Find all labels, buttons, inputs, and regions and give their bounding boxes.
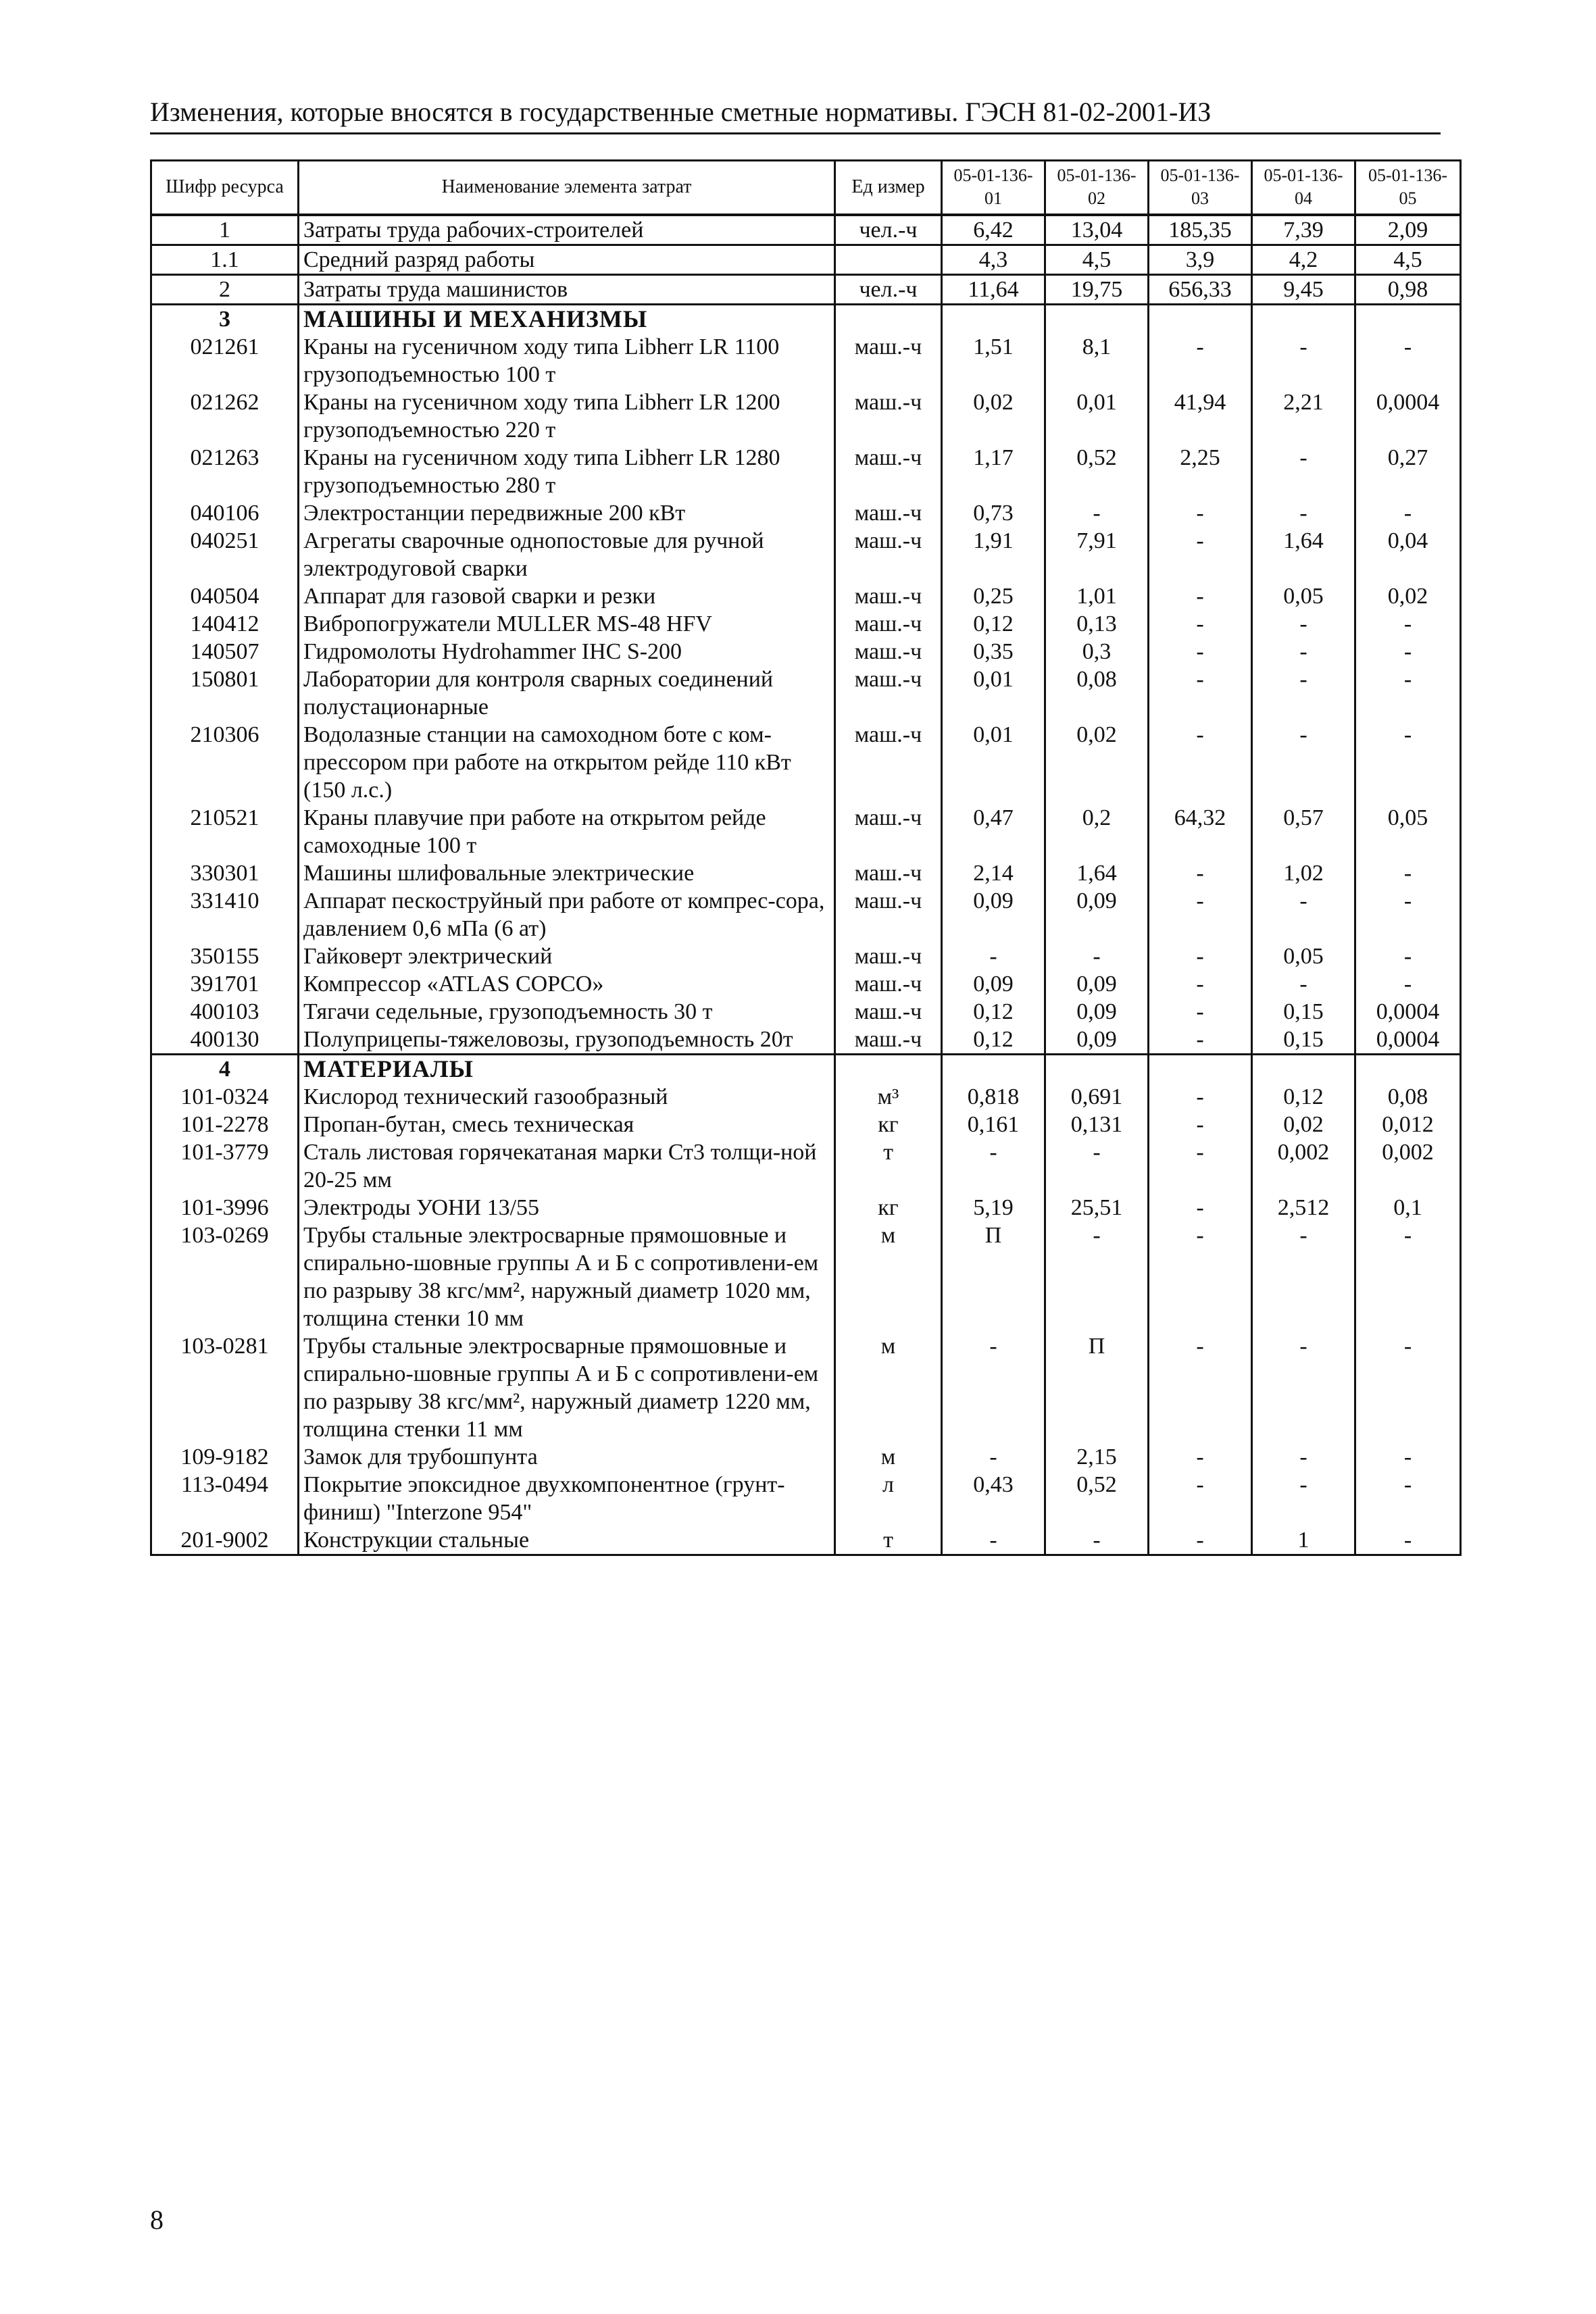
resource-code-cell: 391701: [151, 970, 299, 998]
value-cell-4: -: [1252, 1222, 1355, 1332]
value-cell-2: 0,09: [1045, 970, 1149, 998]
unit-cell: маш.-ч: [835, 444, 942, 499]
unit-cell: кг: [835, 1111, 942, 1138]
table-row: [151, 527, 1461, 582]
resource-code-cell: 021262: [151, 388, 299, 444]
table-row: [151, 998, 1461, 1026]
value-cell-5: -: [1355, 1526, 1461, 1555]
value-cell-1: 2,14: [942, 859, 1045, 887]
resource-code-cell: 140507: [151, 638, 299, 665]
table-row: [151, 887, 1461, 942]
value-cell-2: -: [1045, 1526, 1149, 1555]
value-cell-3: [1149, 304, 1252, 333]
value-cell-5: [1355, 304, 1461, 333]
unit-cell: м: [835, 1222, 942, 1332]
table-row: [151, 942, 1461, 970]
table-row: [151, 1026, 1461, 1055]
resource-name-cell: Конструкции стальные: [299, 1526, 835, 1555]
unit-cell: маш.-ч: [835, 859, 942, 887]
value-cell-2: 0,52: [1045, 444, 1149, 499]
unit-cell: маш.-ч: [835, 333, 942, 388]
value-cell-2: 0,09: [1045, 1026, 1149, 1055]
value-cell-5: 0,002: [1355, 1138, 1461, 1194]
resource-name-cell: Трубы стальные электросварные прямошовные и спирально-шовные группы А и Б с сопротивлени-ем по разрыву 38 кгс/мм², наружный диаметр 1020 мм, толщина стенки 10 мм: [299, 1222, 835, 1332]
resource-code-cell: 4: [151, 1054, 299, 1083]
resource-name-cell: Кислород технический газообразный: [299, 1083, 835, 1111]
resource-code-cell: 400103: [151, 998, 299, 1026]
unit-cell: маш.-ч: [835, 610, 942, 638]
value-cell-2: 0,3: [1045, 638, 1149, 665]
value-cell-4: -: [1252, 887, 1355, 942]
resource-code-cell: 400130: [151, 1026, 299, 1055]
unit-cell: чел.-ч: [835, 215, 942, 245]
value-cell-4: 0,15: [1252, 998, 1355, 1026]
value-cell-3: -: [1149, 998, 1252, 1026]
resource-name-cell: Аппарат для газовой сварки и резки: [299, 582, 835, 610]
value-cell-3: -: [1149, 638, 1252, 665]
value-cell-1: 0,12: [942, 998, 1045, 1026]
value-cell-2: [1045, 1054, 1149, 1083]
value-cell-4: [1252, 1054, 1355, 1083]
value-cell-4: -: [1252, 610, 1355, 638]
col-header-n4: 05-01-136-04: [1252, 161, 1355, 215]
table-row: [151, 333, 1461, 388]
value-cell-5: 0,27: [1355, 444, 1461, 499]
value-cell-5: 0,04: [1355, 527, 1461, 582]
value-cell-1: 0,09: [942, 970, 1045, 998]
col-header-n3: 05-01-136-03: [1149, 161, 1252, 215]
value-cell-4: [1252, 304, 1355, 333]
unit-cell: л: [835, 1471, 942, 1526]
value-cell-2: 1,01: [1045, 582, 1149, 610]
value-cell-3: 185,35: [1149, 215, 1252, 245]
table-row: [151, 610, 1461, 638]
value-cell-4: 0,05: [1252, 582, 1355, 610]
value-cell-5: 4,5: [1355, 245, 1461, 274]
value-cell-4: -: [1252, 665, 1355, 721]
value-cell-1: -: [942, 1443, 1045, 1471]
value-cell-5: -: [1355, 665, 1461, 721]
unit-cell: маш.-ч: [835, 527, 942, 582]
table-row: [151, 215, 1461, 245]
table-row: [151, 970, 1461, 998]
value-cell-2: П: [1045, 1332, 1149, 1443]
table-row: [151, 1194, 1461, 1222]
resource-code-cell: 113-0494: [151, 1471, 299, 1526]
value-cell-3: -: [1149, 1222, 1252, 1332]
unit-cell: маш.-ч: [835, 804, 942, 859]
value-cell-2: 0,2: [1045, 804, 1149, 859]
value-cell-4: -: [1252, 721, 1355, 804]
value-cell-2: 1,64: [1045, 859, 1149, 887]
value-cell-3: -: [1149, 1443, 1252, 1471]
unit-cell: м³: [835, 1083, 942, 1111]
value-cell-5: -: [1355, 942, 1461, 970]
resource-code-cell: 101-3779: [151, 1138, 299, 1194]
unit-cell: маш.-ч: [835, 388, 942, 444]
value-cell-2: [1045, 304, 1149, 333]
table-row: [151, 721, 1461, 804]
resource-code-cell: 101-0324: [151, 1083, 299, 1111]
value-cell-1: -: [942, 1526, 1045, 1555]
value-cell-3: -: [1149, 665, 1252, 721]
value-cell-2: 7,91: [1045, 527, 1149, 582]
resource-name-cell: Аппарат пескоструйный при работе от компрес-сора, давлением 0,6 мПа (6 ат): [299, 887, 835, 942]
value-cell-3: 2,25: [1149, 444, 1252, 499]
table-row: [151, 444, 1461, 499]
value-cell-5: -: [1355, 1471, 1461, 1526]
value-cell-4: 1: [1252, 1526, 1355, 1555]
resource-name-cell: Гидромолоты Hydrohammer IHC S-200: [299, 638, 835, 665]
resource-code-cell: 101-2278: [151, 1111, 299, 1138]
table-row: [151, 245, 1461, 274]
value-cell-2: -: [1045, 1222, 1149, 1332]
value-cell-3: 656,33: [1149, 274, 1252, 304]
unit-cell: маш.-ч: [835, 998, 942, 1026]
table-row: [151, 1111, 1461, 1138]
value-cell-3: -: [1149, 721, 1252, 804]
resource-name-cell: Электростанции передвижные 200 кВт: [299, 499, 835, 527]
unit-cell: маш.-ч: [835, 582, 942, 610]
resource-name-cell: Краны на гусеничном ходу типа Libherr LR 1280 грузоподъемностью 280 т: [299, 444, 835, 499]
resource-code-cell: 2: [151, 274, 299, 304]
unit-cell: маш.-ч: [835, 1026, 942, 1055]
resource-name-cell: Замок для трубошпунта: [299, 1443, 835, 1471]
table-row: [151, 274, 1461, 304]
table-row: [151, 638, 1461, 665]
unit-cell: маш.-ч: [835, 665, 942, 721]
value-cell-2: 0,09: [1045, 887, 1149, 942]
resource-name-cell: Лаборатории для контроля сварных соединений полустационарные: [299, 665, 835, 721]
resource-name-cell: Сталь листовая горячекатаная марки Ст3 толщи-ной 20-25 мм: [299, 1138, 835, 1194]
table-row: [151, 665, 1461, 721]
value-cell-2: 0,08: [1045, 665, 1149, 721]
value-cell-1: 1,17: [942, 444, 1045, 499]
resource-code-cell: 021263: [151, 444, 299, 499]
value-cell-4: -: [1252, 499, 1355, 527]
value-cell-1: 5,19: [942, 1194, 1045, 1222]
resource-code-cell: 021261: [151, 333, 299, 388]
resource-name-cell: Агрегаты сварочные однопостовые для ручной электродуговой сварки: [299, 527, 835, 582]
col-header-name: Наименование элемента затрат: [299, 161, 835, 215]
resource-name-cell: Тягачи седельные, грузоподъемность 30 т: [299, 998, 835, 1026]
value-cell-5: [1355, 1054, 1461, 1083]
value-cell-4: 0,05: [1252, 942, 1355, 970]
resource-name-cell: Электроды УОНИ 13/55: [299, 1194, 835, 1222]
resource-name-cell: Машины шлифовальные электрические: [299, 859, 835, 887]
value-cell-3: -: [1149, 1471, 1252, 1526]
table-row: [151, 1443, 1461, 1471]
table-row: [151, 859, 1461, 887]
value-cell-5: 0,0004: [1355, 998, 1461, 1026]
value-cell-5: 0,1: [1355, 1194, 1461, 1222]
value-cell-4: 0,02: [1252, 1111, 1355, 1138]
value-cell-2: -: [1045, 499, 1149, 527]
value-cell-4: -: [1252, 444, 1355, 499]
value-cell-5: 0,02: [1355, 582, 1461, 610]
unit-cell: [835, 304, 942, 333]
value-cell-1: 4,3: [942, 245, 1045, 274]
resource-code-cell: 040504: [151, 582, 299, 610]
value-cell-5: -: [1355, 1222, 1461, 1332]
resource-name-cell: Пропан-бутан, смесь техническая: [299, 1111, 835, 1138]
value-cell-3: -: [1149, 859, 1252, 887]
value-cell-2: -: [1045, 1138, 1149, 1194]
unit-cell: [835, 1054, 942, 1083]
unit-cell: м: [835, 1332, 942, 1443]
unit-cell: маш.-ч: [835, 721, 942, 804]
unit-cell: маш.-ч: [835, 638, 942, 665]
resource-code-cell: 109-9182: [151, 1443, 299, 1471]
col-header-n1: 05-01-136-01: [942, 161, 1045, 215]
section-row: [151, 1054, 1461, 1083]
unit-cell: т: [835, 1138, 942, 1194]
resource-code-cell: 3: [151, 304, 299, 333]
value-cell-2: 13,04: [1045, 215, 1149, 245]
resource-code-cell: 1: [151, 215, 299, 245]
value-cell-5: 0,98: [1355, 274, 1461, 304]
value-cell-5: -: [1355, 610, 1461, 638]
value-cell-3: -: [1149, 1083, 1252, 1111]
resource-name-cell: Покрытие эпоксидное двухкомпонентное (грунт-финиш) "Interzone 954": [299, 1471, 835, 1526]
value-cell-3: -: [1149, 527, 1252, 582]
value-cell-3: -: [1149, 970, 1252, 998]
resource-name-cell: Краны на гусеничном ходу типа Libherr LR 1200 грузоподъемностью 220 т: [299, 388, 835, 444]
value-cell-1: 0,12: [942, 1026, 1045, 1055]
unit-cell: м: [835, 1443, 942, 1471]
value-cell-5: 0,08: [1355, 1083, 1461, 1111]
value-cell-4: 0,12: [1252, 1083, 1355, 1111]
value-cell-1: 0,09: [942, 887, 1045, 942]
value-cell-4: 7,39: [1252, 215, 1355, 245]
value-cell-3: -: [1149, 1026, 1252, 1055]
value-cell-4: 0,57: [1252, 804, 1355, 859]
value-cell-4: 0,002: [1252, 1138, 1355, 1194]
resource-code-cell: 150801: [151, 665, 299, 721]
value-cell-3: -: [1149, 1526, 1252, 1555]
resource-name-cell: МАТЕРИАЛЫ: [299, 1054, 835, 1083]
value-cell-1: [942, 304, 1045, 333]
resource-code-cell: 103-0269: [151, 1222, 299, 1332]
table-row: [151, 804, 1461, 859]
value-cell-4: -: [1252, 970, 1355, 998]
col-header-n5: 05-01-136-05: [1355, 161, 1461, 215]
value-cell-3: 64,32: [1149, 804, 1252, 859]
value-cell-5: 0,0004: [1355, 388, 1461, 444]
table-row: [151, 499, 1461, 527]
value-cell-5: -: [1355, 1332, 1461, 1443]
value-cell-3: -: [1149, 942, 1252, 970]
value-cell-3: -: [1149, 333, 1252, 388]
resource-code-cell: 140412: [151, 610, 299, 638]
section-row: [151, 304, 1461, 333]
value-cell-5: -: [1355, 638, 1461, 665]
value-cell-4: 1,64: [1252, 527, 1355, 582]
value-cell-4: 2,512: [1252, 1194, 1355, 1222]
value-cell-4: 9,45: [1252, 274, 1355, 304]
value-cell-1: [942, 1054, 1045, 1083]
resource-name-cell: Водолазные станции на самоходном боте с ком-прессором при работе на открытом рейде 110 кВт (150 л.с.): [299, 721, 835, 804]
value-cell-1: 0,01: [942, 721, 1045, 804]
value-cell-3: -: [1149, 887, 1252, 942]
value-cell-1: 1,51: [942, 333, 1045, 388]
value-cell-5: 2,09: [1355, 215, 1461, 245]
value-cell-5: -: [1355, 499, 1461, 527]
value-cell-4: 2,21: [1252, 388, 1355, 444]
col-header-n2: 05-01-136-02: [1045, 161, 1149, 215]
value-cell-5: -: [1355, 970, 1461, 998]
value-cell-1: 1,91: [942, 527, 1045, 582]
value-cell-4: -: [1252, 638, 1355, 665]
value-cell-5: -: [1355, 1443, 1461, 1471]
value-cell-1: -: [942, 1138, 1045, 1194]
unit-cell: маш.-ч: [835, 887, 942, 942]
value-cell-5: -: [1355, 887, 1461, 942]
table-row: [151, 1222, 1461, 1332]
table-row: [151, 1526, 1461, 1555]
value-cell-2: 0,02: [1045, 721, 1149, 804]
value-cell-1: 0,818: [942, 1083, 1045, 1111]
value-cell-2: 2,15: [1045, 1443, 1149, 1471]
value-cell-3: -: [1149, 1332, 1252, 1443]
resource-code-cell: 330301: [151, 859, 299, 887]
resource-code-cell: 101-3996: [151, 1194, 299, 1222]
value-cell-5: 0,0004: [1355, 1026, 1461, 1055]
table-row: [151, 388, 1461, 444]
resource-name-cell: Полуприцепы-тяжеловозы, грузоподъемность 20т: [299, 1026, 835, 1055]
value-cell-1: 0,43: [942, 1471, 1045, 1526]
value-cell-4: 0,15: [1252, 1026, 1355, 1055]
resource-name-cell: Вибропогружатели MULLER MS-48 HFV: [299, 610, 835, 638]
table-row: [151, 582, 1461, 610]
value-cell-2: 8,1: [1045, 333, 1149, 388]
value-cell-5: -: [1355, 333, 1461, 388]
value-cell-2: 0,131: [1045, 1111, 1149, 1138]
value-cell-3: -: [1149, 582, 1252, 610]
value-cell-4: -: [1252, 1443, 1355, 1471]
table-row: [151, 1332, 1461, 1443]
value-cell-1: 0,73: [942, 499, 1045, 527]
value-cell-3: 3,9: [1149, 245, 1252, 274]
value-cell-3: -: [1149, 499, 1252, 527]
value-cell-4: -: [1252, 333, 1355, 388]
value-cell-1: 0,01: [942, 665, 1045, 721]
resource-name-cell: Затраты труда рабочих-строителей: [299, 215, 835, 245]
resource-name-cell: Краны плавучие при работе на открытом рейде самоходные 100 т: [299, 804, 835, 859]
value-cell-3: -: [1149, 1138, 1252, 1194]
value-cell-5: 0,05: [1355, 804, 1461, 859]
unit-cell: т: [835, 1526, 942, 1555]
value-cell-4: 1,02: [1252, 859, 1355, 887]
table-body: [151, 215, 1461, 1555]
value-cell-2: 19,75: [1045, 274, 1149, 304]
resource-code-cell: 201-9002: [151, 1526, 299, 1555]
resource-code-cell: 331410: [151, 887, 299, 942]
table-header-row: [151, 161, 1461, 215]
value-cell-1: 0,161: [942, 1111, 1045, 1138]
resource-name-cell: Гайковерт электрический: [299, 942, 835, 970]
value-cell-2: -: [1045, 942, 1149, 970]
value-cell-1: 0,25: [942, 582, 1045, 610]
value-cell-4: 4,2: [1252, 245, 1355, 274]
resource-code-cell: 1.1: [151, 245, 299, 274]
value-cell-3: -: [1149, 1194, 1252, 1222]
value-cell-2: 0,09: [1045, 998, 1149, 1026]
value-cell-3: -: [1149, 1111, 1252, 1138]
resource-name-cell: Краны на гусеничном ходу типа Libherr LR 1100 грузоподъемностью 100 т: [299, 333, 835, 388]
resource-code-cell: 210521: [151, 804, 299, 859]
value-cell-3: -: [1149, 610, 1252, 638]
table-row: [151, 1471, 1461, 1526]
unit-cell: чел.-ч: [835, 274, 942, 304]
resource-name-cell: Средний разряд работы: [299, 245, 835, 274]
value-cell-4: -: [1252, 1332, 1355, 1443]
value-cell-5: 0,012: [1355, 1111, 1461, 1138]
resource-table: [150, 159, 1462, 1556]
col-header-unit: Ед измер: [835, 161, 942, 215]
unit-cell: кг: [835, 1194, 942, 1222]
value-cell-1: -: [942, 942, 1045, 970]
resource-code-cell: 040251: [151, 527, 299, 582]
value-cell-3: 41,94: [1149, 388, 1252, 444]
page-number: 8: [150, 2205, 164, 2235]
value-cell-3: [1149, 1054, 1252, 1083]
value-cell-2: 0,01: [1045, 388, 1149, 444]
value-cell-2: 0,13: [1045, 610, 1149, 638]
value-cell-5: -: [1355, 721, 1461, 804]
col-header-code: Шифр ресурса: [151, 161, 299, 215]
resource-name-cell: Трубы стальные электросварные прямошовные и спирально-шовные группы А и Б с сопротивлени-ем по разрыву 38 кгс/мм², наружный диаметр 1220 мм, толщина стенки 11 мм: [299, 1332, 835, 1443]
value-cell-1: 0,12: [942, 610, 1045, 638]
resource-code-cell: 350155: [151, 942, 299, 970]
value-cell-4: -: [1252, 1471, 1355, 1526]
unit-cell: маш.-ч: [835, 970, 942, 998]
value-cell-2: 0,691: [1045, 1083, 1149, 1111]
resource-name-cell: Затраты труда машинистов: [299, 274, 835, 304]
table-row: [151, 1138, 1461, 1194]
value-cell-1: 0,47: [942, 804, 1045, 859]
value-cell-2: 4,5: [1045, 245, 1149, 274]
value-cell-1: 6,42: [942, 215, 1045, 245]
resource-name-cell: МАШИНЫ И МЕХАНИЗМЫ: [299, 304, 835, 333]
value-cell-2: 25,51: [1045, 1194, 1149, 1222]
resource-code-cell: 040106: [151, 499, 299, 527]
unit-cell: маш.-ч: [835, 942, 942, 970]
value-cell-1: 0,02: [942, 388, 1045, 444]
unit-cell: маш.-ч: [835, 499, 942, 527]
page-header: Изменения, которые вносятся в государственные сметные нормативы. ГЭСН 81-02-2001-ИЗ: [150, 95, 1441, 134]
table-row: [151, 1083, 1461, 1111]
resource-name-cell: Компрессор «ATLAS COPCO»: [299, 970, 835, 998]
value-cell-1: 11,64: [942, 274, 1045, 304]
value-cell-1: 0,35: [942, 638, 1045, 665]
unit-cell: [835, 245, 942, 274]
resource-code-cell: 103-0281: [151, 1332, 299, 1443]
value-cell-1: П: [942, 1222, 1045, 1332]
value-cell-5: -: [1355, 859, 1461, 887]
value-cell-1: -: [942, 1332, 1045, 1443]
resource-code-cell: 210306: [151, 721, 299, 804]
value-cell-2: 0,52: [1045, 1471, 1149, 1526]
